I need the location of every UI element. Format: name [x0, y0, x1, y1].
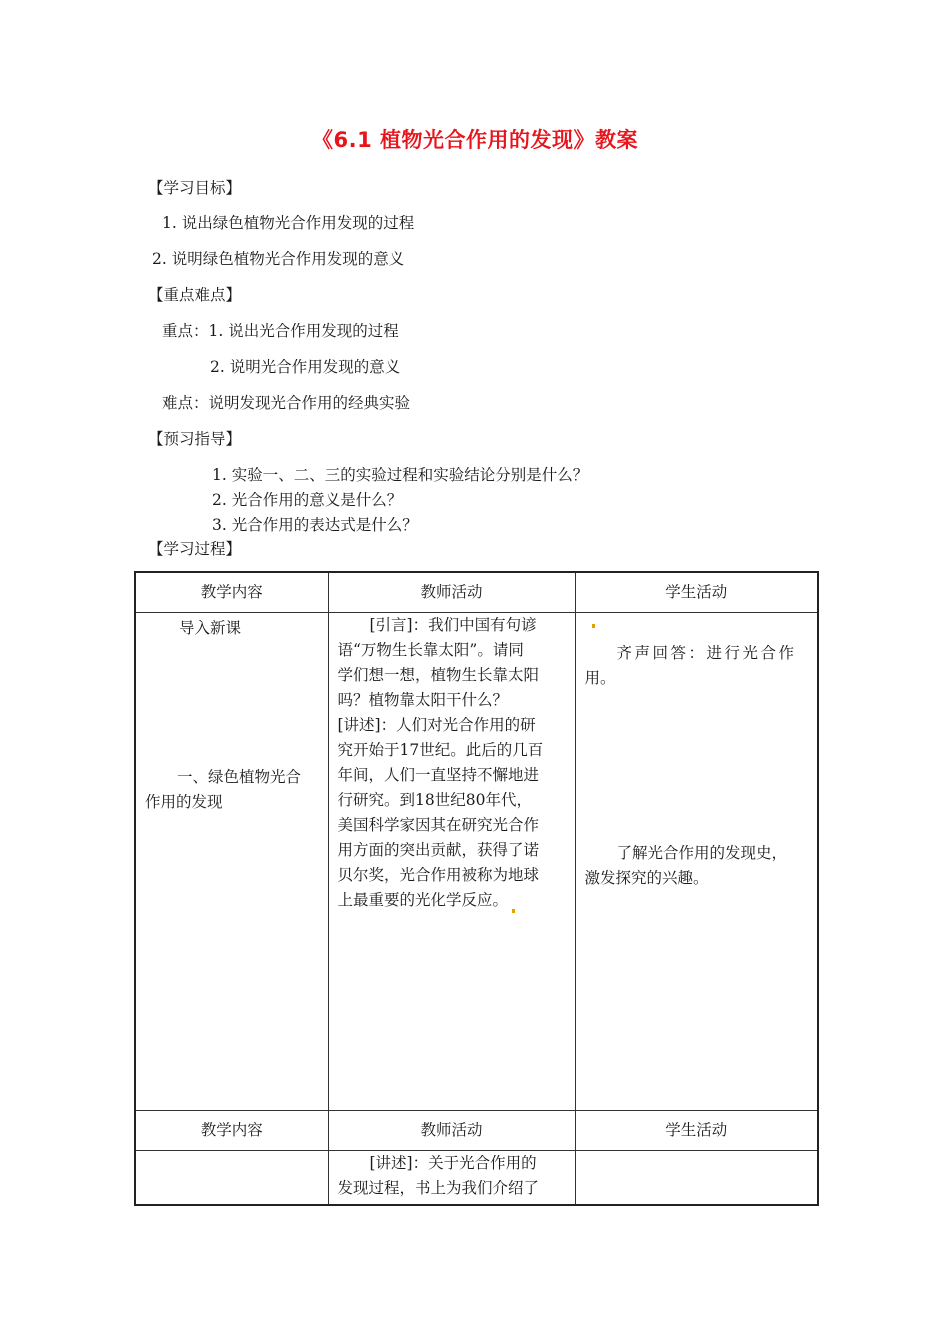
- teacher-line: 贝尔奖，光合作用被称为地球: [337, 866, 540, 884]
- key-point-item: 重点：1. 说出光合作用发现的过程: [162, 322, 399, 340]
- teacher-line: 语“万物生长靠太阳”。请同: [337, 641, 524, 659]
- preview-item: 2. 光合作用的意义是什么？: [212, 491, 403, 509]
- teacher-line: 行研究。到18世纪80年代，: [337, 791, 532, 809]
- content-cell: [135, 613, 328, 1111]
- header-content: 教学内容: [135, 1111, 328, 1151]
- lesson-table: [134, 571, 819, 1206]
- content-section-1: 一、绿色植物光合: [177, 768, 302, 786]
- teacher-line-last: [338, 888, 566, 913]
- goal-item: 1. 说出绿色植物光合作用发现的过程: [162, 214, 415, 232]
- teacher-line: [讲述]：人们对光合作用的研: [337, 716, 536, 734]
- teacher-line: 究开始于17世纪。此后的几百: [337, 741, 544, 759]
- content-cell: [135, 1151, 328, 1206]
- student-activity-cont: 激发探究的兴趣。: [584, 869, 709, 887]
- teacher-cell: [328, 1151, 575, 1206]
- document-title: 《6.1 植物光合作用的发现》教案: [311, 128, 638, 152]
- teacher-line: 美国科学家因其在研究光合作: [337, 816, 540, 834]
- process-heading: 【学习过程】: [148, 540, 242, 558]
- header-teacher: 教师活动: [328, 572, 575, 613]
- preview-item: 3. 光合作用的表达式是什么？: [212, 516, 418, 534]
- difficulty-item: 难点：说明发现光合作用的经典实验: [162, 394, 411, 412]
- teacher-line: 用方面的突出贡献，获得了诺: [337, 841, 540, 859]
- teacher-line: 发现过程，书上为我们介绍了: [337, 1179, 540, 1197]
- goal-item: 2. 说明绿色植物光合作用发现的意义: [152, 250, 405, 268]
- header-content: 教学内容: [135, 572, 328, 613]
- teacher-line: 年间，人们一直坚持不懈地进: [337, 766, 540, 784]
- teacher-line: 吗？植物靠太阳干什么？: [337, 691, 509, 709]
- header-teacher: 教师活动: [328, 1111, 575, 1151]
- key-heading: 【重点难点】: [148, 286, 242, 304]
- table-row: [135, 1151, 818, 1206]
- student-cell: [575, 613, 818, 1111]
- teacher-line: [讲述]：关于光合作用的: [369, 1154, 537, 1172]
- content-section-1-cont: 作用的发现: [145, 793, 223, 811]
- key-point-item: 2. 说明光合作用发现的意义: [210, 358, 401, 376]
- marker-dot: [592, 624, 595, 628]
- teacher-line: [引言]：我们中国有句谚: [369, 616, 537, 634]
- content-intro: 导入新课: [179, 619, 242, 637]
- teacher-line: 学们想一想，植物生长靠太阳: [337, 666, 540, 684]
- preview-heading: 【预习指导】: [148, 430, 242, 448]
- table-header-row: [135, 572, 818, 613]
- marker-dot: [512, 909, 515, 913]
- table-row: [135, 613, 818, 1111]
- student-activity: 了解光合作用的发现史，: [616, 844, 788, 862]
- preview-item: 1. 实验一、二、三的实验过程和实验结论分别是什么？: [212, 466, 589, 484]
- student-answer: 齐声回答：进行光合作: [616, 644, 797, 662]
- student-answer-cont: 用。: [584, 669, 616, 687]
- teacher-line: 上最重要的光化学反应。: [337, 891, 509, 909]
- table-header-row: [135, 1111, 818, 1151]
- teacher-cell: [328, 613, 575, 1111]
- goals-heading: 【学习目标】: [148, 179, 242, 197]
- student-cell: [575, 1151, 818, 1206]
- header-student: 学生活动: [575, 1111, 818, 1151]
- header-student: 学生活动: [575, 572, 818, 613]
